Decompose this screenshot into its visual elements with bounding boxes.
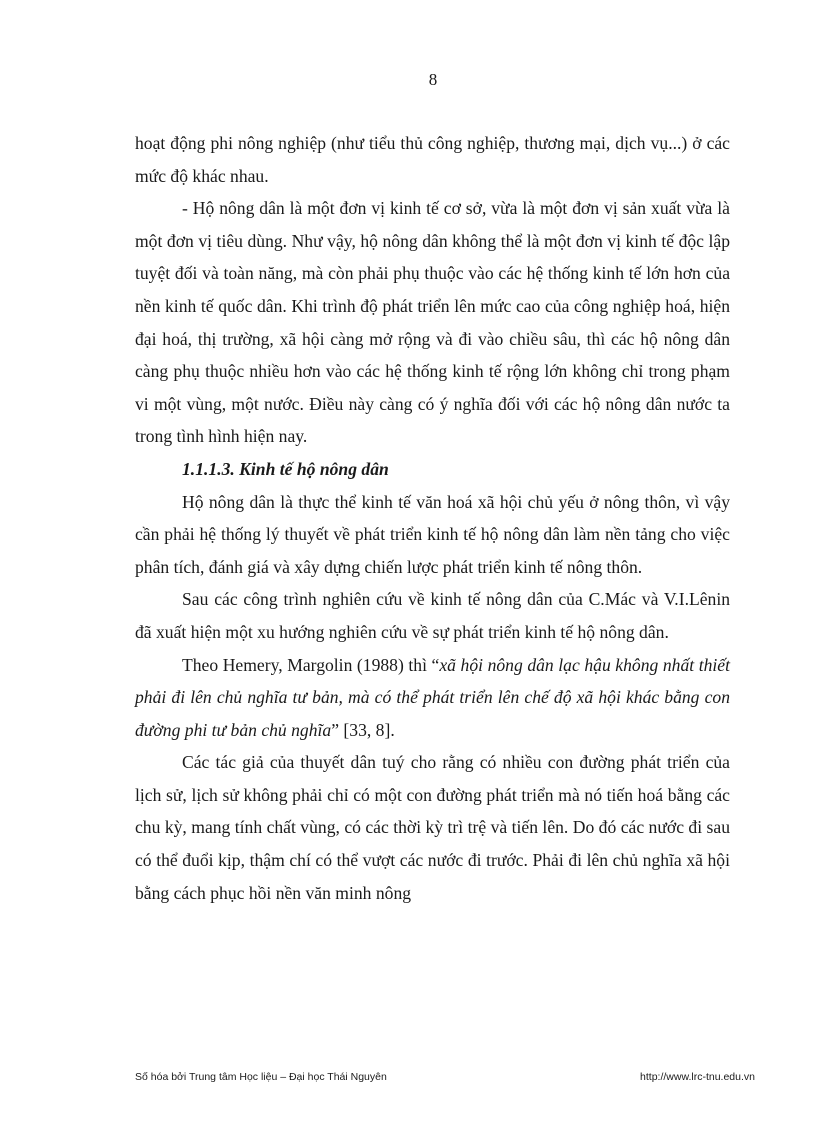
document-body — [135, 127, 730, 909]
paragraph-5-quote: xã hội nông dân lạc hậu không nhất thiết phải đi lên chủ nghĩa tư bản, mà có thể phát triển lên chế độ xã hội khác bằng con đường phi tư bản chủ nghĩa — [135, 654, 730, 740]
footer-url: http://www.lrc-tnu.edu.vn — [640, 1071, 755, 1083]
page-number: 8 — [428, 70, 438, 89]
paragraph-1: hoạt động phi nông nghiệp (như tiểu thủ công nghiệp, thương mại, dịch vụ...) ở các mức độ khác nhau. — [135, 133, 730, 186]
section-heading: 1.1.1.3. Kinh tế hộ nông dân — [182, 458, 389, 479]
paragraph-3: Hộ nông dân là thực thể kinh tế văn hoá xã hội chủ yếu ở nông thôn, vì vậy cần phải hệ thống lý thuyết về phát triển kinh tế hộ nông dân làm nền tảng cho việc phân tích, đánh giá và xây dựng chiến lược phát triển kinh tế nông thôn. — [135, 491, 730, 577]
footer — [135, 1071, 755, 1083]
paragraph-6: Các tác giả của thuyết dân tuý cho rằng có nhiều con đường phát triển của lịch sử, lịch sử không phải chỉ có một con đường phát triển mà nó tiến hoá bằng các chu kỳ, mang tính chất vùng, có các thời kỳ trì trệ và tiến lên. Do đó các nước đi sau có thể đuổi kịp, thậm chí có thể vượt các nước đi trước. Phải đi lên chủ nghĩa xã hội bằng cách phục hồi nền văn minh nông — [135, 752, 730, 903]
paragraph-5-lead: Theo Hemery, Margolin (1988) thì “ — [182, 654, 440, 675]
footer-source: Số hóa bởi Trung tâm Học liệu – Đại học Thái Nguyên — [135, 1071, 387, 1083]
paragraph-5-citation: ” [33, 8]. — [331, 719, 395, 740]
paragraph-4: Sau các công trình nghiên cứu về kinh tế nông dân của C.Mác và V.I.Lênin đã xuất hiện một xu hướng nghiên cứu về sự phát triển kinh tế hộ nông dân. — [135, 589, 730, 642]
paragraph-2: - Hộ nông dân là một đơn vị kinh tế cơ sở, vừa là một đơn vị sản xuất vừa là một đơn vị tiêu dùng. Như vậy, hộ nông dân không thể là một đơn vị kinh tế độc lập tuyệt đối và toàn năng, mà còn phải phụ thuộc vào các hệ thống kinh tế lớn hơn của nền kinh tế quốc dân. Khi trình độ phát triển lên mức cao của công nghiệp hoá, hiện đại hoá, thị trường, xã hội càng mở rộng và đi vào chiều sâu, thì các hộ nông dân càng phụ thuộc nhiều hơn vào các hệ thống kinh tế rộng lớn không chỉ trong phạm vi một vùng, một nước. Điều này càng có ý nghĩa đối với các hộ nông dân nước ta trong tình hình hiện nay. — [135, 198, 730, 447]
paragraph-5 — [135, 649, 730, 747]
